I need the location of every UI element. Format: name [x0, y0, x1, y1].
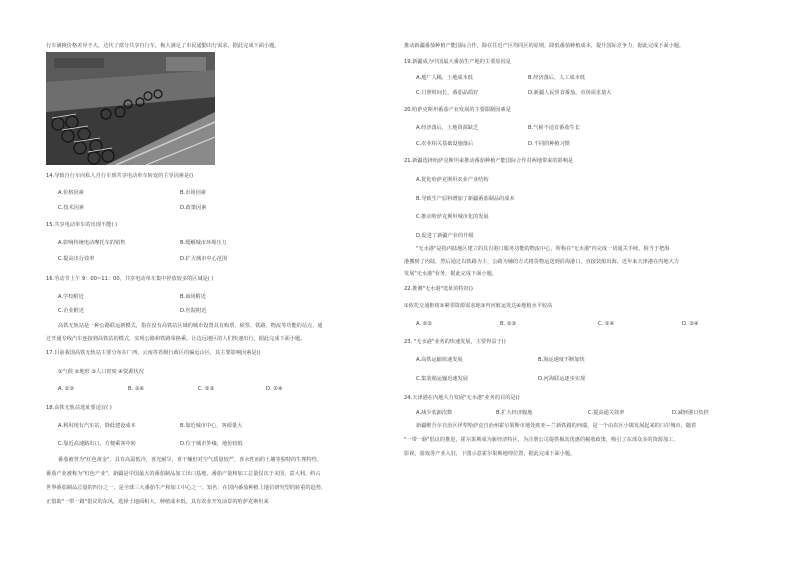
q19-option-c[interactable]: C.日照时间长，番茄品质好: [416, 90, 479, 96]
q22-option-c[interactable]: C. ②④: [598, 321, 615, 327]
passage3-line1: 番茄被誉为"红色黄金"，具有高温低冷，喜光耐旱，喜干燥但对空气质量较严，喜水性而的土壤等独特的生理特性，: [58, 457, 323, 463]
q15-stem: 15.共享电动单车的出现不能( ): [46, 222, 118, 228]
q21-stem: 21.新疆选择哈萨克斯坦来推动番茄种植产能国际合作对两地带来的影响是: [404, 158, 574, 164]
q16-option-a[interactable]: A.学校附近: [58, 294, 84, 300]
q18-option-a[interactable]: A.利用现有汽车站，降低建设成本: [58, 423, 136, 429]
q20-stem: 20.哈萨克斯坦番茄产业发展的主要限制因素是: [404, 107, 511, 113]
q14-option-b[interactable]: B.市场因素: [180, 190, 206, 196]
q16-stem: 16.劳动节上午 9：00~11：00，共享电动单车集中停放较多的区域是( ): [46, 276, 214, 282]
q17-items: ①气候 ②地形 ③人口密度 ④资源状况: [58, 369, 144, 375]
q18-option-b[interactable]: B.靠近城市中心，客源量大: [180, 423, 243, 429]
q14-option-c[interactable]: C.技术因素: [58, 205, 85, 211]
passage3-line3: 世界番茄制品总量的四分之一，是全球三大番茄生产和加工中心之一。知名：在国内番茄种植上地位研究型的转重的趋势，: [46, 485, 327, 491]
passage3-line4: 正借助"一带一路"倡议的东风，选择土地面积大、种植成本低、具有农业开发前景的哈萨克斯坦来: [46, 499, 269, 505]
q23-option-b[interactable]: B.海运速度不断加快: [538, 357, 585, 363]
q19-option-b[interactable]: B.经济落后，人工成本低: [528, 75, 586, 81]
q17-option-b[interactable]: B. ①④: [128, 386, 145, 392]
q16-option-d[interactable]: D.医院附近: [180, 308, 207, 314]
q14-option-d[interactable]: D.政策因素: [180, 205, 207, 211]
passage4-line3: 发展"无水港"业务，据此完成下面小题。: [404, 271, 497, 277]
q14-stem: 14.导致自行车向私人自行车到共享电动单车转变的主导因素是(): [46, 173, 194, 179]
q21-option-b[interactable]: B.导致生产原料增加了新疆番茄制品的成本: [416, 196, 515, 202]
q18-option-d[interactable]: D.位于城市外缘，地价较低: [180, 441, 243, 447]
q20-option-a[interactable]: A.经济落后，土地资源缺乏: [416, 125, 479, 131]
q23-stem: 23. "无水港"业务的快速发展，主要得益于(): [404, 339, 506, 345]
q21-option-c[interactable]: C.推动哈萨克斯坦城市化的发展: [416, 214, 489, 220]
passage4-line2: 港搬到了内陆，然后通过以铁路为主、公路为辅的方式将货物运送到沿海港口，直接装船出海。近年来天津港在内地大力: [404, 259, 679, 265]
q24-option-b[interactable]: B.扩大经济腹地: [496, 410, 533, 416]
q17-option-d[interactable]: D. ②④: [266, 386, 283, 392]
passage2-line2: 过开通专线汽车连接到高铁站的模式，实现公路和铁路零换乘，让边远地区的人们快速出行，据此完成下面小题。: [46, 336, 306, 342]
q22-stem: 22.推测"无水港"选址的特征(): [404, 286, 473, 292]
q24-stem: 24.天津港在内地大力发展"无水港"业务的目的是(): [404, 395, 520, 401]
q18-stem: 18.高铁无轨站选址要适宜( ): [46, 405, 112, 411]
passage5-line3: 影视、游戏等产业入驻，下图示意霍尔果斯地理位置，据此完成下面小题。: [404, 451, 576, 457]
passage5-line1: 新疆维吾尔自治区伊犁哈萨克自治州霍尔果斯市地处欧亚—兰新铁路的西端，是一个由农区小镇发展起来的口岸城市，随着: [416, 423, 697, 429]
q18-option-c[interactable]: C.靠近高速路出口，方便乘客中转: [58, 441, 136, 447]
q24-option-c[interactable]: C.提高通关效率: [588, 410, 625, 416]
passage5-line2: "一带一路"倡议的推进，霍尔果斯成为新经济特区，为注册公司提供极其优惠的税收政策，吸引了东部众多的资源加工、: [404, 437, 679, 443]
q17-stem: 17.目前我国高铁无轨站主要分布在广西，云南等省级行政区的偏远山区，其主要影响因素是(): [46, 350, 261, 356]
q20-option-d[interactable]: D.不同的种植习惯: [528, 141, 570, 147]
q14-option-a[interactable]: A.价格因素: [58, 190, 84, 196]
q15-option-b[interactable]: B.缓解城市环境压力: [180, 240, 227, 246]
q23-option-a[interactable]: A.高铁运输快速发展: [416, 357, 463, 363]
q22-items: ①依托交通枢纽②紧邻资源需求地③内河航运发达④地租水平较高: [404, 303, 553, 309]
q15-option-d[interactable]: D.扩大城市中心范围: [180, 256, 228, 262]
q16-option-c[interactable]: C.企业附近: [58, 308, 85, 314]
q19-option-d[interactable]: D.新疆人民喜食番茄，市场需求量大: [528, 90, 612, 96]
passage4-line1: "无水港"是指内陆地区建立的具有港口服务功能的物流中心，所称在"无水港"内完成一切通关手续，相当于把海: [416, 246, 670, 252]
q20-option-b[interactable]: B.气候不适宜番茄生长: [528, 125, 580, 131]
q17-option-c[interactable]: C. ②③: [198, 386, 215, 392]
passage3-line2: 番茄产业被称为"红色产业"。新疆是中国最大的番茄制品加工出口基地，番茄产量和加工总量仅次于美国、意大利，约占: [46, 471, 321, 477]
q20-option-c[interactable]: C.农业相关基础设施落后: [416, 141, 474, 147]
q16-option-b[interactable]: B.商场附近: [180, 294, 206, 300]
q22-option-d[interactable]: D. ③④: [682, 321, 699, 327]
q23-option-c[interactable]: C.集装箱运输迅速发展: [416, 376, 468, 382]
q21-option-d[interactable]: D.促进了新疆产业的升级: [416, 233, 474, 239]
q21-option-a[interactable]: A.优化哈萨克斯坦农业产业结构: [416, 177, 489, 183]
passage-intro: 行车满换价格差异不大，达代了部分共享自行车，极大满足了市民通勤出行需求，据此完成下面小题。: [46, 43, 280, 49]
q24-option-a[interactable]: A.减少装卸次数: [416, 410, 453, 416]
passage3-continuation: 推动新疆番茄种植产能国际合作，除在往近产区均同区的原则，降低番茄种植成本，提升国际竞争力，据此完成下面小题。: [404, 43, 685, 49]
q15-option-a[interactable]: A.影响传统电动摩托车的销售: [58, 240, 126, 246]
passage2-line1: 高铁无轨站是一种公路联运新模式，指在没有高铁站区域的城市设置具有购票、候票、铁路、物流等功能的站点，通: [58, 323, 323, 329]
city-street-bicycles-photo: [46, 52, 215, 165]
q15-option-c[interactable]: C.提高出行效率: [58, 256, 95, 262]
q24-option-d[interactable]: D.减轻港口负担: [672, 410, 709, 416]
q23-option-d[interactable]: D.河海联运逐步实现: [538, 376, 586, 382]
q17-option-a[interactable]: A. ①③: [58, 386, 75, 392]
q19-stem: 19.新疆成为中国最大番茄生产地的主要原因是: [404, 59, 511, 65]
q19-option-a[interactable]: A.地广人稀，土地成本低: [416, 75, 473, 81]
q22-option-a[interactable]: A. ①②: [416, 321, 433, 327]
q22-option-b[interactable]: B. ①③: [500, 321, 517, 327]
street-photo: [46, 52, 215, 165]
